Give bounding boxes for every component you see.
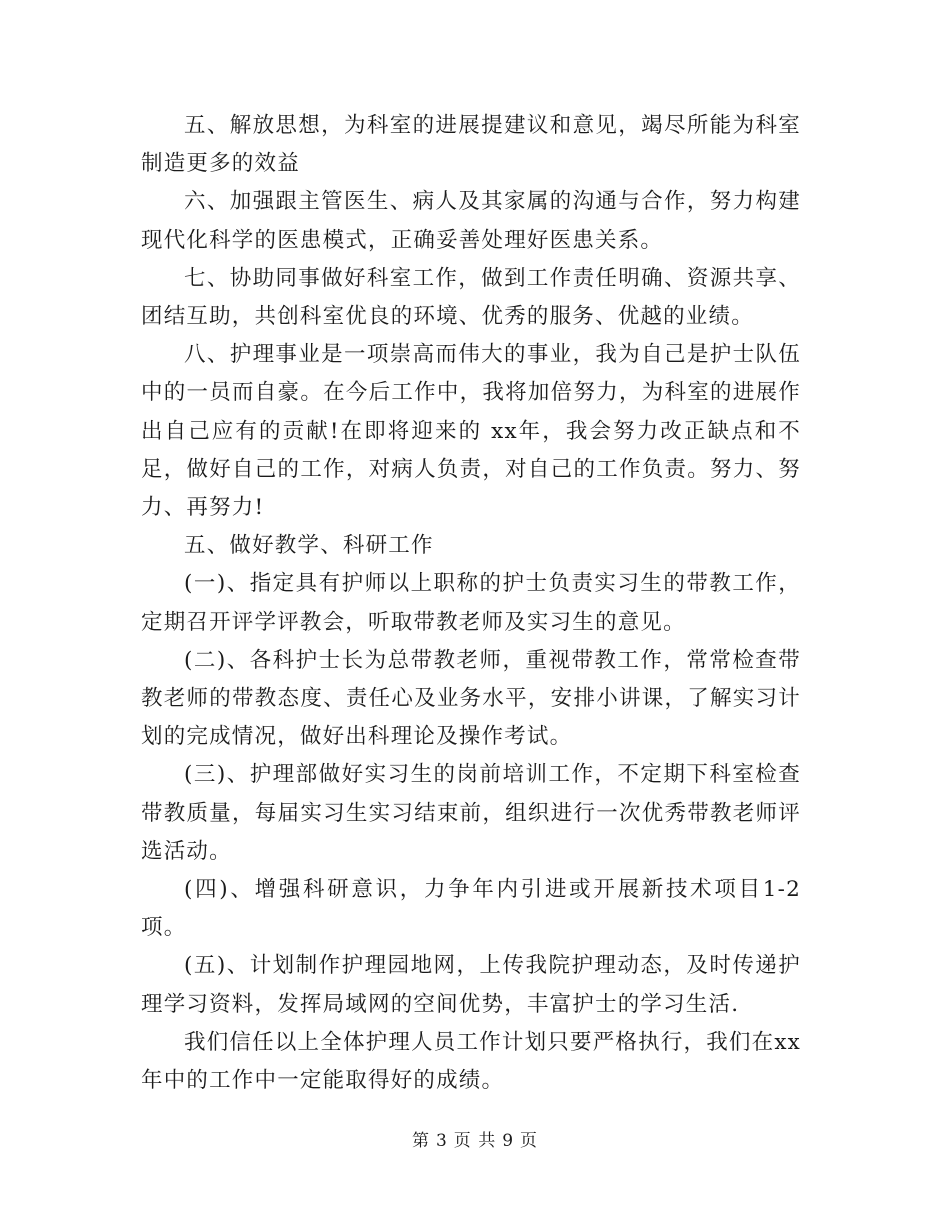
closing-paragraph: 我们信任以上全体护理人员工作计划只要严格执行，我们在xx年中的工作中一定能取得好的成绩。 — [141, 1029, 801, 1094]
section-heading-teaching-research: 五、做好教学、科研工作 — [184, 533, 434, 559]
document-body — [141, 107, 801, 1100]
footer-label-end: 页 — [520, 1131, 539, 1151]
footer-total-pages: 9 — [502, 1131, 515, 1151]
paragraph-subitem-3: (三)、护理部做好实习生的岗前培训工作，不定期下科室检查带教质量，每届实习生实习结束前，组织进行一次优秀带教老师评选活动。 — [141, 762, 801, 864]
footer-label-page: 第 — [411, 1131, 430, 1151]
paragraph-item-6: 六、加强跟主管医生、病人及其家属的沟通与合作，努力构建现代化科学的医患模式，正确妥善处理好医患关系。 — [141, 189, 801, 253]
page-footer — [0, 1126, 950, 1151]
paragraph-item-5: 五、解放思想，为科室的进展提建议和意见，竭尽所能为科室制造更多的效益 — [141, 113, 801, 177]
footer-current-page: 3 — [435, 1131, 448, 1151]
paragraph-subitem-2: (二)、各科护士长为总带教老师，重视带教工作，常常检查带教老师的带教态度、责任心及业务水平，安排小讲课，了解实习计划的完成情况，做好出科理论及操作考试。 — [141, 647, 801, 750]
paragraph-subitem-1: (一)、指定具有护师以上职称的护士负责实习生的带教工作，定期召开评学评教会，听取带教老师及实习生的意见。 — [141, 571, 801, 635]
paragraph-item-8: 八、护理事业是一项崇高而伟大的事业，我为自己是护士队伍中的一员而自豪。在今后工作中，我将加倍努力，为科室的进展作出自己应有的贡献!在即将迎来的 xx年，我会努力改正缺点和不足，做好自己的工作，对病人负责，对自己的工作负责。努力、努力、再努力! — [141, 342, 801, 521]
footer-label-of: 页 共 — [453, 1131, 497, 1151]
paragraph-item-7: 七、协助同事做好科室工作，做到工作责任明确、资源共享、团结互助，共创科室优良的环境、优秀的服务、优越的业绩。 — [141, 265, 801, 330]
paragraph-subitem-5: (五)、计划制作护理园地网，上传我院护理动态，及时传递护理学习资料，发挥局域网的空间优势，丰富护士的学习生活. — [141, 953, 801, 1017]
paragraph-subitem-4: (四)、增强科研意识，力争年内引进或开展新技术项目1-2项。 — [141, 877, 801, 941]
